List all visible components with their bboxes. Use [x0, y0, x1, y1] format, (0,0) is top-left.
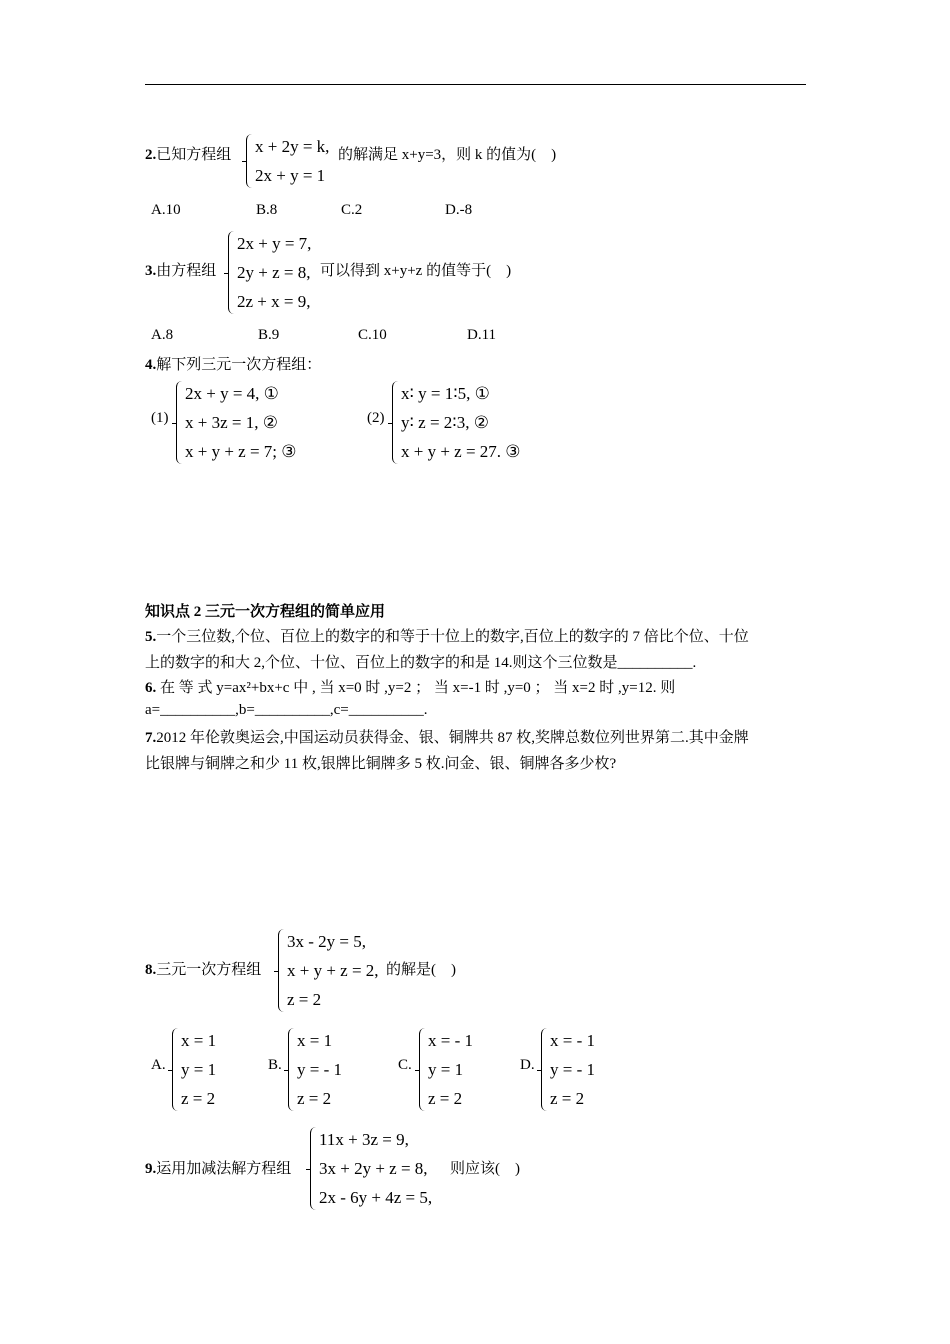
q8-option-c-label: C.: [398, 1057, 412, 1073]
q6-line2: a=__________,b=__________,c=__________.: [145, 702, 428, 718]
q8-option-eq: x = 1: [297, 1031, 333, 1050]
q8-stem-prefix: [145, 958, 261, 979]
q4-sub2-system: [392, 379, 532, 466]
q3-stem-prefix: [145, 259, 216, 280]
q2-option-d: D.-8: [445, 202, 473, 218]
q4-sub2-eq: x + y + z = 27. ③: [401, 442, 521, 461]
q6-number: 6.: [145, 680, 157, 696]
section-heading: 知识点 2 三元一次方程组的简单应用: [145, 604, 386, 620]
q9-post: 则应该( ): [450, 1161, 520, 1177]
q2-system: [246, 132, 336, 190]
q8-system: [278, 927, 384, 1014]
q8-eq: z = 2: [287, 990, 322, 1009]
q3-option-c: C.10: [358, 327, 387, 343]
q8-option-eq: z = 2: [181, 1089, 216, 1108]
q3-pre: 由方程组: [156, 263, 217, 279]
q3-post: 可以得到 x+y+z 的值等于( ): [320, 263, 512, 279]
q9-eq: 3x + 2y + z = 8,: [319, 1159, 428, 1178]
q4-sub1-eq: x + y + z = 7; ③: [185, 442, 297, 461]
q8-option-eq: y = 1: [428, 1060, 464, 1079]
q2-option-c: C.2: [341, 202, 363, 218]
q4-stem: [145, 353, 321, 374]
q2-option-a: A.10: [151, 202, 181, 218]
brace-icon: [228, 231, 235, 314]
header-rule: [145, 84, 806, 85]
brace-icon: [172, 1028, 179, 1111]
q4-number: 4.: [145, 357, 157, 373]
q3-eq: 2z + x = 9,: [237, 292, 311, 311]
q2-number: 2.: [145, 147, 157, 163]
q4-sub2-label: (2): [367, 410, 385, 426]
q6-line1: [145, 676, 675, 697]
q7-line2: 比银牌与铜牌之和少 11 枚,银牌比铜牌多 5 枚.问金、银、铜牌各多少枚?: [145, 756, 617, 772]
q8-option-a-system: [172, 1026, 232, 1113]
q3-eq: 2x + y = 7,: [237, 234, 312, 253]
q8-option-c-system: [419, 1026, 489, 1113]
q8-option-eq: z = 2: [428, 1089, 463, 1108]
q4-text: 解下列三元一次方程组：: [156, 357, 322, 373]
q8-option-eq: z = 2: [297, 1089, 332, 1108]
q2-stem-prefix: [145, 143, 231, 164]
brace-icon: [176, 381, 183, 464]
q8-option-eq: x = - 1: [428, 1031, 473, 1050]
q8-number: 8.: [145, 962, 157, 978]
q2-eq: x + 2y = k,: [255, 137, 330, 156]
q8-post: 的解是( ): [386, 962, 456, 978]
q4-sub1-system: [176, 379, 321, 466]
q6-text-1: 在 等 式 y=ax²+bx+c 中 , 当 x=0 时 ,y=2 ； 当 x=-1 时 ,y=0 ； 当 x=2 时 ,y=12. 则: [156, 680, 676, 696]
q4-sub1-eq: 2x + y = 4, ①: [185, 384, 279, 403]
q3-system: [228, 229, 320, 316]
q2-pre: 已知方程组: [156, 147, 232, 163]
q2-post: 的解满足 x+y=3，则 k 的值为( ): [338, 147, 557, 163]
brace-icon: [310, 1127, 317, 1210]
q3-eq: 2y + z = 8,: [237, 263, 311, 282]
q8-option-eq: z = 2: [550, 1089, 585, 1108]
q8-option-eq: x = - 1: [550, 1031, 595, 1050]
brace-icon: [392, 381, 399, 464]
q8-option-eq: x = 1: [181, 1031, 217, 1050]
q7-number: 7.: [145, 730, 157, 746]
q8-option-d-label: D.: [520, 1057, 535, 1073]
q8-option-eq: y = 1: [181, 1060, 217, 1079]
q3-number: 3.: [145, 263, 157, 279]
q8-eq: x + y + z = 2,: [287, 961, 379, 980]
q9-stem-prefix: [145, 1157, 291, 1178]
q9-eq: 2x - 6y + 4z = 5,: [319, 1188, 433, 1207]
q2-option-b: B.8: [256, 202, 278, 218]
brace-icon: [541, 1028, 548, 1111]
q8-option-eq: y = - 1: [297, 1060, 342, 1079]
q8-option-a-label: A.: [151, 1057, 166, 1073]
q8-option-eq: y = - 1: [550, 1060, 595, 1079]
q7-line1: [145, 726, 749, 747]
q4-sub2-eq: y∶ z = 2∶3, ②: [401, 413, 489, 432]
q9-number: 9.: [145, 1161, 157, 1177]
q5-number: 5.: [145, 629, 157, 645]
q8-option-b-system: [288, 1026, 358, 1113]
q2-eq: 2x + y = 1: [255, 166, 326, 185]
brace-icon: [419, 1028, 426, 1111]
q4-sub1-eq: x + 3z = 1, ②: [185, 413, 278, 432]
q5-line2: 上的数字的和大 2,个位、十位、百位上的数字的和是 14.则这个三位数是__________.: [145, 655, 697, 671]
q3-option-b: B.9: [258, 327, 280, 343]
brace-icon: [246, 134, 253, 188]
q4-sub2-eq: x∶ y = 1∶5, ①: [401, 384, 490, 403]
q3-option-d: D.11: [467, 327, 497, 343]
brace-icon: [278, 929, 285, 1012]
q3-option-a: A.8: [151, 327, 174, 343]
q8-option-d-system: [541, 1026, 611, 1113]
q5-text-1: 一个三位数,个位、百位上的数字的和等于十位上的数字,百位上的数字的 7 倍比个位、十位: [156, 629, 749, 645]
q5-line1: [145, 625, 749, 646]
brace-icon: [288, 1028, 295, 1111]
q8-eq: 3x - 2y = 5,: [287, 932, 366, 951]
q9-system: [310, 1125, 450, 1212]
q9-eq: 11x + 3z = 9,: [319, 1130, 409, 1149]
q8-pre: 三元一次方程组: [156, 962, 262, 978]
q4-sub1-label: (1): [151, 410, 169, 426]
q9-pre: 运用加减法解方程组: [156, 1161, 292, 1177]
q8-option-b-label: B.: [268, 1057, 282, 1073]
q7-text-1: 2012 年伦敦奥运会,中国运动员获得金、银、铜牌共 87 枚,奖牌总数位列世界第二.其中金牌: [156, 730, 749, 746]
